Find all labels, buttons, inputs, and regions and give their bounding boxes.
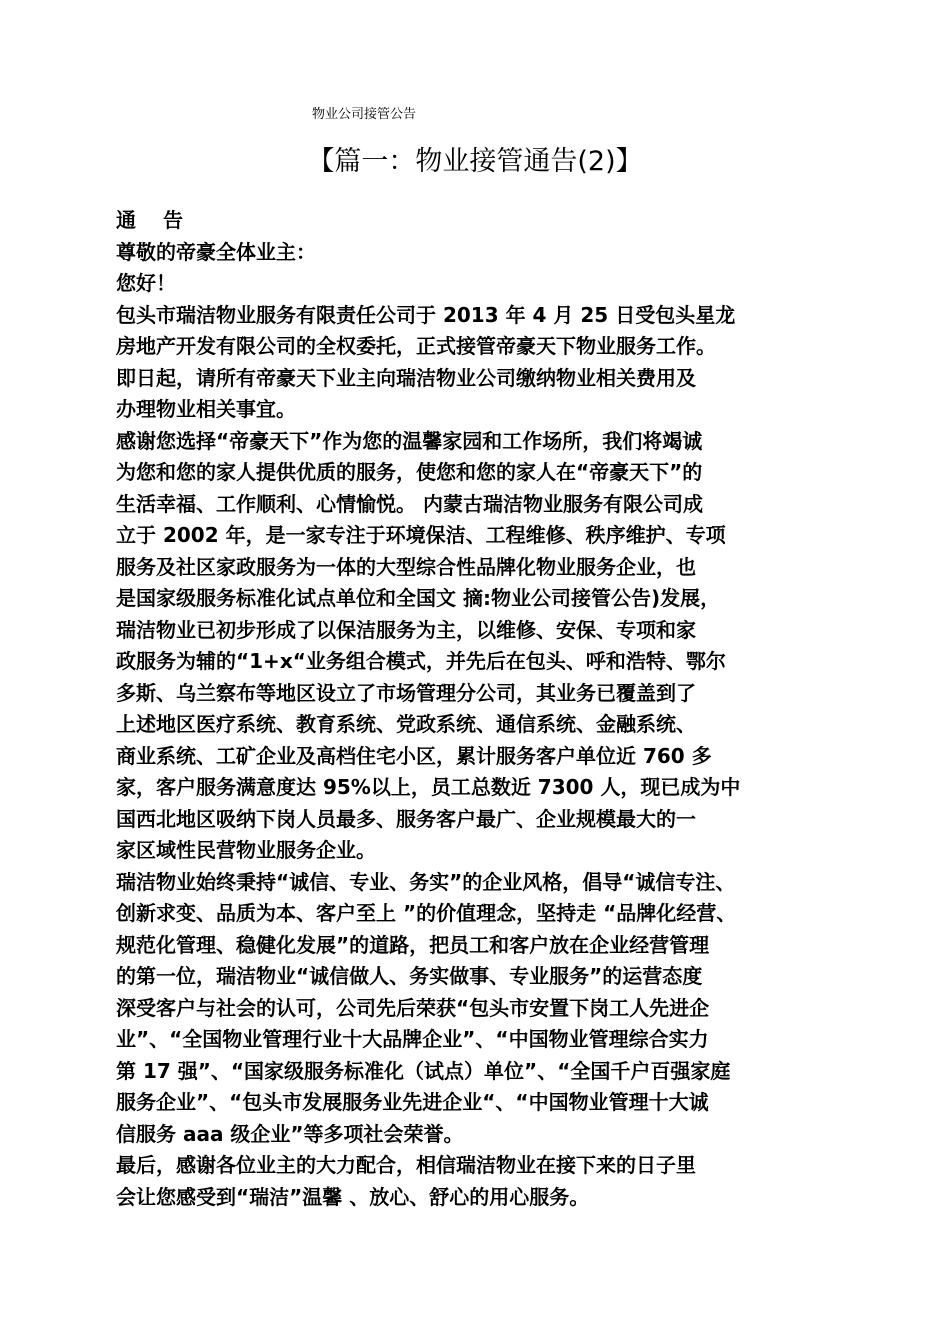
body-line: 业”、“全国物业管理行业十大品牌企业”、“中国物业管理综合实力 <box>116 1027 709 1051</box>
notice-heading: 通 告 <box>116 208 193 232</box>
body-line: 服务及社区家政服务为一体的大型综合性品牌化物业服务企业，也 <box>116 554 696 579</box>
body-line: 深受客户与社会的认可，公司先后荣获“包头市安置下岗工人先进企 <box>116 995 710 1020</box>
body-line: 政服务为辅的“1+x“业务组合模式，并先后在包头、呼和浩特、鄂尔 <box>116 649 726 673</box>
body-line: 生活幸福、工作顺利、心情愉悦。 内蒙古瑞洁物业服务有限公司成 <box>116 491 703 516</box>
body-line: 服务企业”、“包头市发展服务业先进企业“、“中国物业管理十大诚 <box>116 1090 709 1114</box>
body-line: 为您和您的家人提供优质的服务，使您和您的家人在“帝豪天下”的 <box>116 460 703 484</box>
body-line: 多斯、乌兰察布等地区设立了市场管理分公司，其业务已覆盖到了 <box>116 680 696 705</box>
body-line: 国西北地区吸纳下岗人员最多、服务客户最广、企业规模最大的一 <box>116 806 696 831</box>
body-line: 瑞洁物业已初步形成了以保洁服务为主，以维修、安保、专项和家 <box>116 617 696 642</box>
greeting: 您好！ <box>116 271 176 295</box>
salutation: 尊敬的帝豪全体业主： <box>116 239 316 264</box>
body-line: 会让您感受到“瑞洁”温馨 、放心、舒心的用心服务。 <box>116 1184 590 1209</box>
body-line: 的第一位，瑞洁物业“诚信做人、务实做事、专业服务”的运营态度 <box>116 964 703 988</box>
body-line: 感谢您选择“帝豪天下”作为您的温馨家园和工作场所，我们将竭诚 <box>116 428 703 453</box>
document-title: 【篇一：物业接管通告(2)】 <box>307 146 643 177</box>
body-line: 信服务 aaa 级企业”等多项社会荣誉。 <box>116 1121 464 1146</box>
body-line: 家区域性民营物业服务企业。 <box>116 838 376 862</box>
body-line: 即日起，请所有帝豪天下业主向瑞洁物业公司缴纳物业相关费用及 <box>116 365 696 390</box>
body-line: 是国家级服务标准化试点单位和全国文 摘:物业公司接管公告)发展， <box>116 586 721 610</box>
body-line: 瑞洁物业始终秉持“诚信、专业、务实”的企业风格，倡导“诚信专注、 <box>116 869 736 894</box>
body-line: 创新求变、品质为本、客户至上 ”的价值理念，坚持走 “品牌化经营、 <box>116 901 737 925</box>
body-line: 办理物业相关事宜。 <box>116 397 296 421</box>
body-line: 上述地区医疗系统、教育系统、党政系统、通信系统、金融系统、 <box>116 712 696 736</box>
body-line: 第 17 强”、“国家级服务标准化（试点）单位”、“全国千户百强家庭 <box>116 1058 731 1083</box>
body-line: 家，客户服务满意度达 95%以上，员工总数近 7300 人，现已成为中 <box>116 775 741 799</box>
body-line: 最后，感谢各位业主的大力配合，相信瑞洁物业在接下来的日子里 <box>116 1153 696 1177</box>
body-line: 规范化管理、稳健化发展”的道路，把员工和客户放在企业经营管理 <box>116 932 710 957</box>
running-header: 物业公司接管公告 <box>312 107 417 122</box>
body-line: 立于 2002 年，是一家专注于环境保洁、工程维修、秩序维护、专项 <box>116 523 726 547</box>
notice-body <box>116 205 856 1213</box>
body-line: 房地产开发有限公司的全权委托，正式接管帝豪天下物业服务工作。 <box>116 334 716 358</box>
body-line: 包头市瑞洁物业服务有限责任公司于 2013 年 4 月 25 日受包头星龙 <box>116 302 736 327</box>
body-line: 商业系统、工矿企业及高档住宅小区，累计服务客户单位近 760 多 <box>116 743 712 768</box>
